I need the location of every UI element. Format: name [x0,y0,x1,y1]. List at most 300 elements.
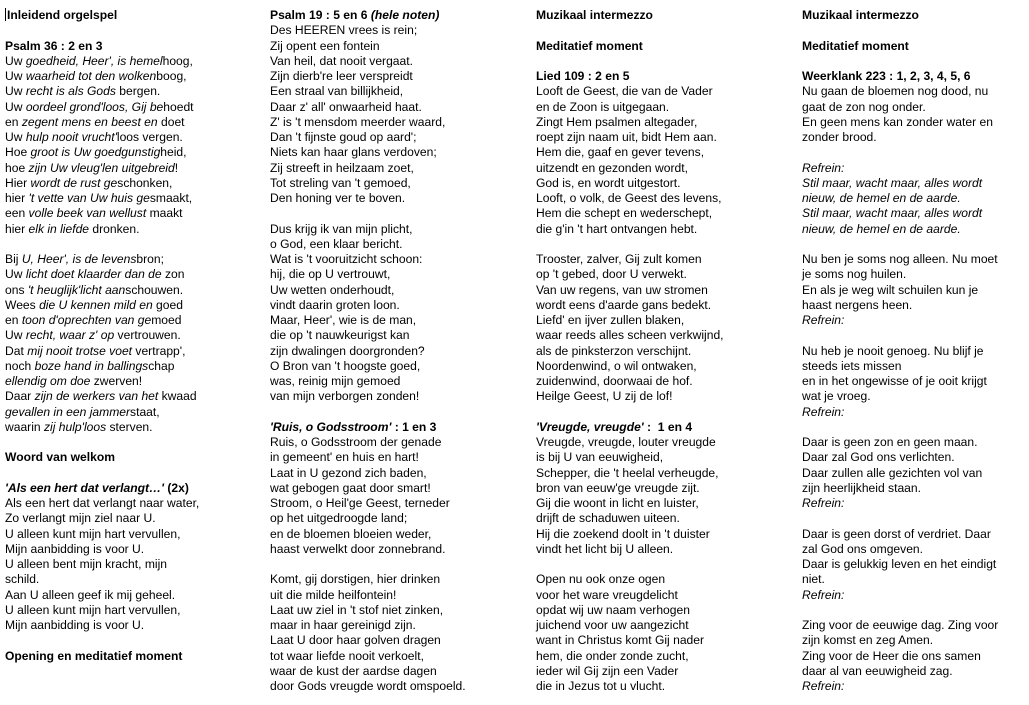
text-run: Laat U door haar golven dragen [270,633,441,648]
text-run: Van uw regens, van uw stromen [536,282,708,297]
text-run: zonder brood. [802,130,877,144]
text-line [536,679,791,694]
text-line [536,298,791,313]
text-run: bron van eeuw'ge vreugde zijt. [536,480,700,495]
text-line [536,466,791,481]
text-run: Tot streling van 't gemoed, [270,175,411,190]
blank-line [802,23,1024,38]
text-run: Uw [5,84,26,99]
text-run: juichend voor uw aangezicht [536,618,689,632]
text-run: U alleen bent mijn kracht, mijn [5,557,167,571]
text-run: vertrouwen. [114,328,181,343]
text-run: Mijn aanbidding is voor U. [5,541,145,556]
text-line [270,496,525,511]
text-run: niet. [802,572,825,587]
text-run: U alleen kunt mijn hart vervullen, [5,526,181,541]
text-run: Hem die, gaaf en gever tevens, [536,145,705,160]
text-run: Wees [5,297,40,312]
text-run: Zo verlangt mijn ziel naar U. [5,511,156,526]
text-run: opdat wij uw naam verhogen [536,602,690,617]
blank-line [5,466,260,481]
text-line [5,115,260,130]
text-run: voor het ware vreugdelicht [536,587,678,602]
text-line [536,130,791,145]
text-line [802,267,1024,282]
text-line [802,252,1024,267]
text-run: want in Christus komt Gij nader [536,633,705,648]
text-run: chap [148,358,175,373]
text-line [802,435,1024,450]
text-line [802,633,1024,648]
text-line [536,496,791,511]
text-line [802,450,1024,465]
text-run: gaat de zon nog onder. [802,99,926,114]
text-line [270,618,525,633]
text-line [536,252,791,267]
text-run: hem, die onder zonde zucht, [536,648,689,663]
text-line [536,161,791,176]
text-run: je soms nog huilen. [802,267,907,282]
text-run: en de bloemen bloeien weder, [270,526,432,541]
column-4 [802,8,1024,694]
text-line [270,84,525,99]
text-run: hoog, [162,53,193,68]
text-line [536,267,791,282]
text-run: zijn heerlijkheid staan. [802,480,921,495]
text-run: ieder wil Gij zijn een Vader [536,663,679,678]
text-line [270,328,525,343]
text-run: wordt de rust ge [30,175,118,190]
text-run: zuidenwind, doorwaai de hof. [536,374,693,388]
text-run: oordeel grond'loos, Gij be [25,99,164,114]
text-line [802,206,1024,221]
text-run: ons [5,282,28,297]
text-line [5,420,260,435]
text-run: Als een hert dat verlangt naar water, [5,496,200,510]
text-line [802,298,1024,313]
blank-line [5,237,260,252]
text-line [802,481,1024,496]
text-line [536,572,791,587]
text-line [270,23,525,38]
text-line [536,313,791,328]
text-run: Woord van welkom [5,450,115,465]
text-line [270,664,525,679]
text-line [5,69,260,84]
text-run: : 1 en 4 [643,419,693,434]
text-run: boog, [156,69,187,83]
text-run: Wat is 't vooruitzicht schoon: [270,252,423,266]
text-run: Uw [5,328,26,343]
text-run: Psalm 19 : 5 en 6 [270,8,371,22]
text-run: zijn komst en zeg Amen. [802,633,934,648]
text-line [536,588,791,603]
text-run: Liefd' en ijver zullen blaken, [536,313,685,327]
text-run: waarin [5,419,44,434]
text-line [270,481,525,496]
text-run: elk in liefde [28,221,90,236]
text-line [802,374,1024,389]
text-run: hier [5,221,29,236]
text-line [5,8,260,23]
text-line [536,664,791,679]
text-run: Gij die woont in licht en luister, [536,496,699,510]
text-run: Mijn aanbidding is voor U. [5,618,145,632]
text-run: 't heuglijk'licht aan [27,282,126,297]
blank-line [802,420,1024,435]
text-line [270,8,525,23]
text-run: Zing voor de Heer die ons samen [802,648,981,663]
text-line [536,374,791,389]
text-run: Muzikaal intermezzo [802,8,919,22]
text-line [5,161,260,176]
text-line [270,54,525,69]
text-line [802,130,1024,145]
text-run: uit die milde heilfontein! [270,587,397,602]
text-run: Daar is gelukkig leven en het eindigt [802,557,997,571]
text-run: schouwen. [125,282,184,297]
text-run: Inleidend orgelspel [7,8,118,22]
text-run: Psalm 36 : 2 en 3 [5,38,103,53]
text-line [5,344,260,359]
text-line [270,252,525,267]
text-line [5,267,260,282]
text-line [270,420,525,435]
text-run: Noordenwind, o wil ontwaken, [536,358,697,373]
blank-line [802,603,1024,618]
text-run: Nu gaan de bloemen nog dood, nu [802,84,989,99]
text-line [536,618,791,633]
text-run: maakt [146,206,183,221]
text-line [802,8,1024,23]
text-line [802,542,1024,557]
blank-line [802,328,1024,343]
text-run: Meditatief moment [802,38,909,53]
text-line [536,191,791,206]
text-run: Uw [5,99,26,114]
text-line [270,100,525,115]
blank-line [802,511,1024,526]
text-line [536,389,791,404]
text-run: kwaad [158,389,197,404]
text-run: Daar [5,389,35,404]
text-run: zijn de werkers van het [34,389,159,404]
blank-line [536,54,791,69]
text-run: Uw [5,267,26,282]
text-line [270,145,525,160]
text-run: En als je weg wilt schuilen kun je [802,282,979,297]
blank-line [536,237,791,252]
text-run: hoedt [163,99,194,114]
text-line [270,527,525,542]
text-run: Looft de Geest, die van de Vader [536,84,713,99]
text-run: van mijn verborgen zonden! [270,389,420,404]
text-line [802,222,1024,237]
text-line [270,283,525,298]
text-run: heid, [160,145,187,160]
text-line [5,54,260,69]
text-run: Laat uw ziel in 't stof niet zinken, [270,602,444,617]
text-run: goed [152,297,183,312]
text-line [5,176,260,191]
text-run: moed [151,313,182,327]
text-run: Nu heb je nooit genoeg. Nu blijf je [802,343,984,358]
text-line [536,100,791,115]
text-run: Opening en meditatief moment [5,648,183,663]
text-line [5,252,260,267]
text-run: vertrapp', [132,343,186,358]
text-run: die op 't nauwkeurigst kan [270,328,410,343]
text-run: wat gebogen gaat door smart! [270,480,431,495]
text-line [802,572,1024,587]
text-line [5,298,260,313]
text-run: gevallen in een jammer [5,404,131,419]
text-line [536,603,791,618]
text-run: hier [5,191,29,205]
text-line [5,450,260,465]
text-run: Daar is geen dorst of verdriet. Daar [802,526,991,541]
text-line [270,161,525,176]
text-line [5,100,260,115]
text-run: is bij U van eeuwigheid, [536,450,664,465]
text-run: was, reinig mijn gemoed [270,374,401,388]
text-line [5,603,260,618]
text-run: Dan 't fijnste goud op aard'; [270,130,417,144]
text-run: Schepper, die 't heelal verheugde, [536,465,719,480]
text-run: Uw [5,130,26,144]
text-run: waar de kust der aardse dagen [270,663,437,678]
text-line [270,359,525,374]
text-run: Zijn dierb're leer verspreidt [270,69,413,83]
text-run: boze hand in ballings [34,358,149,373]
text-line [536,39,791,54]
text-run: Daar zal God ons verlichten. [802,450,955,465]
text-line [270,649,525,664]
text-line [270,176,525,191]
text-line [5,283,260,298]
blank-line [5,633,260,648]
text-line [802,466,1024,481]
text-run: Dat [5,343,28,358]
text-line [5,191,260,206]
text-run: Hier [5,175,31,190]
text-run: op het uitgedroogde land; [270,511,408,526]
text-run: staat, [130,404,160,419]
text-run: Laat in U gezond zich baden, [270,465,427,480]
text-line [270,466,525,481]
text-line [270,389,525,404]
text-line [5,496,260,511]
text-line [270,115,525,130]
text-line [802,313,1024,328]
text-run: bergen. [115,84,161,99]
text-line [270,39,525,54]
text-run: die in Jezus tot u vlucht. [536,679,666,693]
text-run: waarheid tot den wolken [25,69,157,83]
text-line [802,557,1024,572]
text-run: schonken, [117,175,173,190]
text-run: Z' is 't mensdom meerder waard, [270,114,446,129]
blank-line [802,54,1024,69]
blank-line [536,23,791,38]
text-run: zijn Uw vleug'len uitgebreid [28,160,175,175]
text-line [270,450,525,465]
text-line [802,527,1024,542]
text-line [536,115,791,130]
text-run: 'Als een hert dat verlangt…' [5,480,164,495]
text-line [5,313,260,328]
text-line [802,344,1024,359]
text-run: als de pinksterzon verschijnt. [536,343,692,358]
text-run: Een straal van billijkheid, [270,84,404,99]
text-line [5,481,260,496]
text-run: Stil maar, wacht maar, alles wordt [802,175,983,190]
text-line [5,511,260,526]
text-line [270,191,525,206]
text-run: hij, die op U vertrouwt, [270,267,391,282]
text-run: Uw wetten onderhoudt, [270,282,395,297]
blank-line [270,557,525,572]
text-run: U alleen kunt mijn hart vervullen, [5,602,181,617]
text-run: 't vette van Uw huis ge [28,191,150,205]
text-line [270,298,525,313]
text-line [536,206,791,221]
text-line [5,328,260,343]
text-run: en de Zoon is uitgegaan. [536,99,670,114]
text-line [802,405,1024,420]
text-run: wat je vroeg. [802,389,871,404]
blank-line [536,405,791,420]
text-line [536,222,791,237]
blank-line [5,435,260,450]
text-line [270,267,525,282]
text-run: Daar zullen alle gezichten vol van [802,465,983,480]
text-run: en in het ongewisse of je ooit krijgt [802,374,987,388]
text-run: God is, en wordt uitgestort. [536,175,681,190]
text-run: Refrein: [802,313,845,327]
text-run: volle beek van wellust [28,206,147,221]
text-run: licht doet klaarder dan de [25,267,162,282]
text-run: Maar, Heer', wie is de man, [270,313,417,327]
text-line [270,130,525,145]
text-line [536,328,791,343]
text-run: o God, een klaar bericht. [270,236,403,251]
text-run: drijft de schaduwen uiteen. [536,511,680,526]
text-run: zon [161,267,185,282]
text-run: Uw [5,53,26,68]
text-run: steeds iets missen [802,358,902,373]
blank-line [802,145,1024,160]
text-line [5,84,260,99]
text-line [536,8,791,23]
text-run: Bij [5,252,22,266]
text-run: Heilge Geest, U zij de lof! [536,389,673,404]
text-run: vindt daarin groten loon. [270,297,400,312]
text-line [5,527,260,542]
text-run: Refrein: [802,404,845,419]
text-run: Hij die zoekend doolt in 't duister [536,526,710,541]
text-run: wordt eens d'aarde gans bedekt. [536,297,712,312]
text-run: Den honing ver te boven. [270,191,406,205]
text-run: Daar is geen zon en geen maan. [802,435,978,449]
text-run: Zij streeft in heilzaam zoet, [270,160,414,175]
text-run: zwerven! [90,374,143,388]
text-line [536,283,791,298]
text-run: ! [174,160,179,175]
text-line [802,389,1024,404]
text-run: Refrein: [802,160,845,175]
text-line [536,359,791,374]
text-line [270,237,525,252]
text-line [270,511,525,526]
text-run: Stil maar, wacht maar, alles wordt [802,206,983,221]
text-run: Van heil, dat nooit vergaat. [270,53,413,68]
text-run: roept zijn naam uit, bidt Hem aan. [536,130,717,144]
text-run: smaakt, [149,191,193,205]
text-line [536,420,791,435]
text-line [536,542,791,557]
text-run: Niets kan haar glans verdoven; [270,145,437,160]
text-run: Des HEEREN vrees is rein; [270,23,418,38]
text-line [270,313,525,328]
text-run: mij nooit trotse voet [27,343,133,358]
text-line [5,359,260,374]
text-run: die U kennen mild en [39,297,153,312]
text-run: vindt het licht bij U alleen. [536,541,674,556]
text-cursor [5,8,6,21]
text-line [270,679,525,694]
column-3 [536,8,791,694]
text-run: hulp nooit vrucht' [25,130,117,144]
column-2 [270,8,525,694]
text-run: Muzikaal intermezzo [536,8,653,22]
text-line [536,511,791,526]
text-run: zijn dwalingen doorgronden? [270,343,425,358]
text-run: zij hulp'loos [44,419,107,434]
text-run: 'Vreugde, vreugde' [536,419,644,434]
text-run: Hoe [5,145,31,160]
text-run: Dus krijg ik van mijn plicht, [270,221,413,236]
text-line [802,283,1024,298]
text-run: loos vergen. [116,130,183,144]
text-line [536,145,791,160]
blank-line [270,206,525,221]
text-run: Nu ben je soms nog alleen. Nu moet [802,252,998,266]
text-run: 'Ruis, o Godsstroom' [270,419,392,434]
text-run: zegent mens en beest en [21,114,158,129]
text-line [536,527,791,542]
text-run: die g'in 't hart ontvangen hebt. [536,221,698,236]
text-line [270,344,525,359]
text-run: door Gods vreugde wordt omspoeld. [270,679,466,693]
text-run: Hem die schept en wederschept, [536,206,713,221]
text-run: waar reeds alles scheen verkwijnd, [536,328,724,343]
text-line [802,649,1024,664]
text-run: Looft, o volk, de Geest des levens, [536,191,722,205]
text-run: nieuw, de hemel en de aarde. [802,191,961,205]
text-line [5,222,260,237]
text-run: sterven. [106,419,153,434]
text-run: Stroom, o Heil'ge Geest, terneder [270,496,450,510]
text-line [802,359,1024,374]
text-run: Aan U alleen geef ik mij geheel. [5,587,176,602]
text-line [270,222,525,237]
text-run: Zing voor de eeuwige dag. Zing voor [802,618,999,632]
text-run: doet [157,114,185,129]
text-run: recht, waar z' op [25,328,115,343]
text-run: Open nu ook onze ogen [536,572,666,587]
text-line [270,374,525,389]
